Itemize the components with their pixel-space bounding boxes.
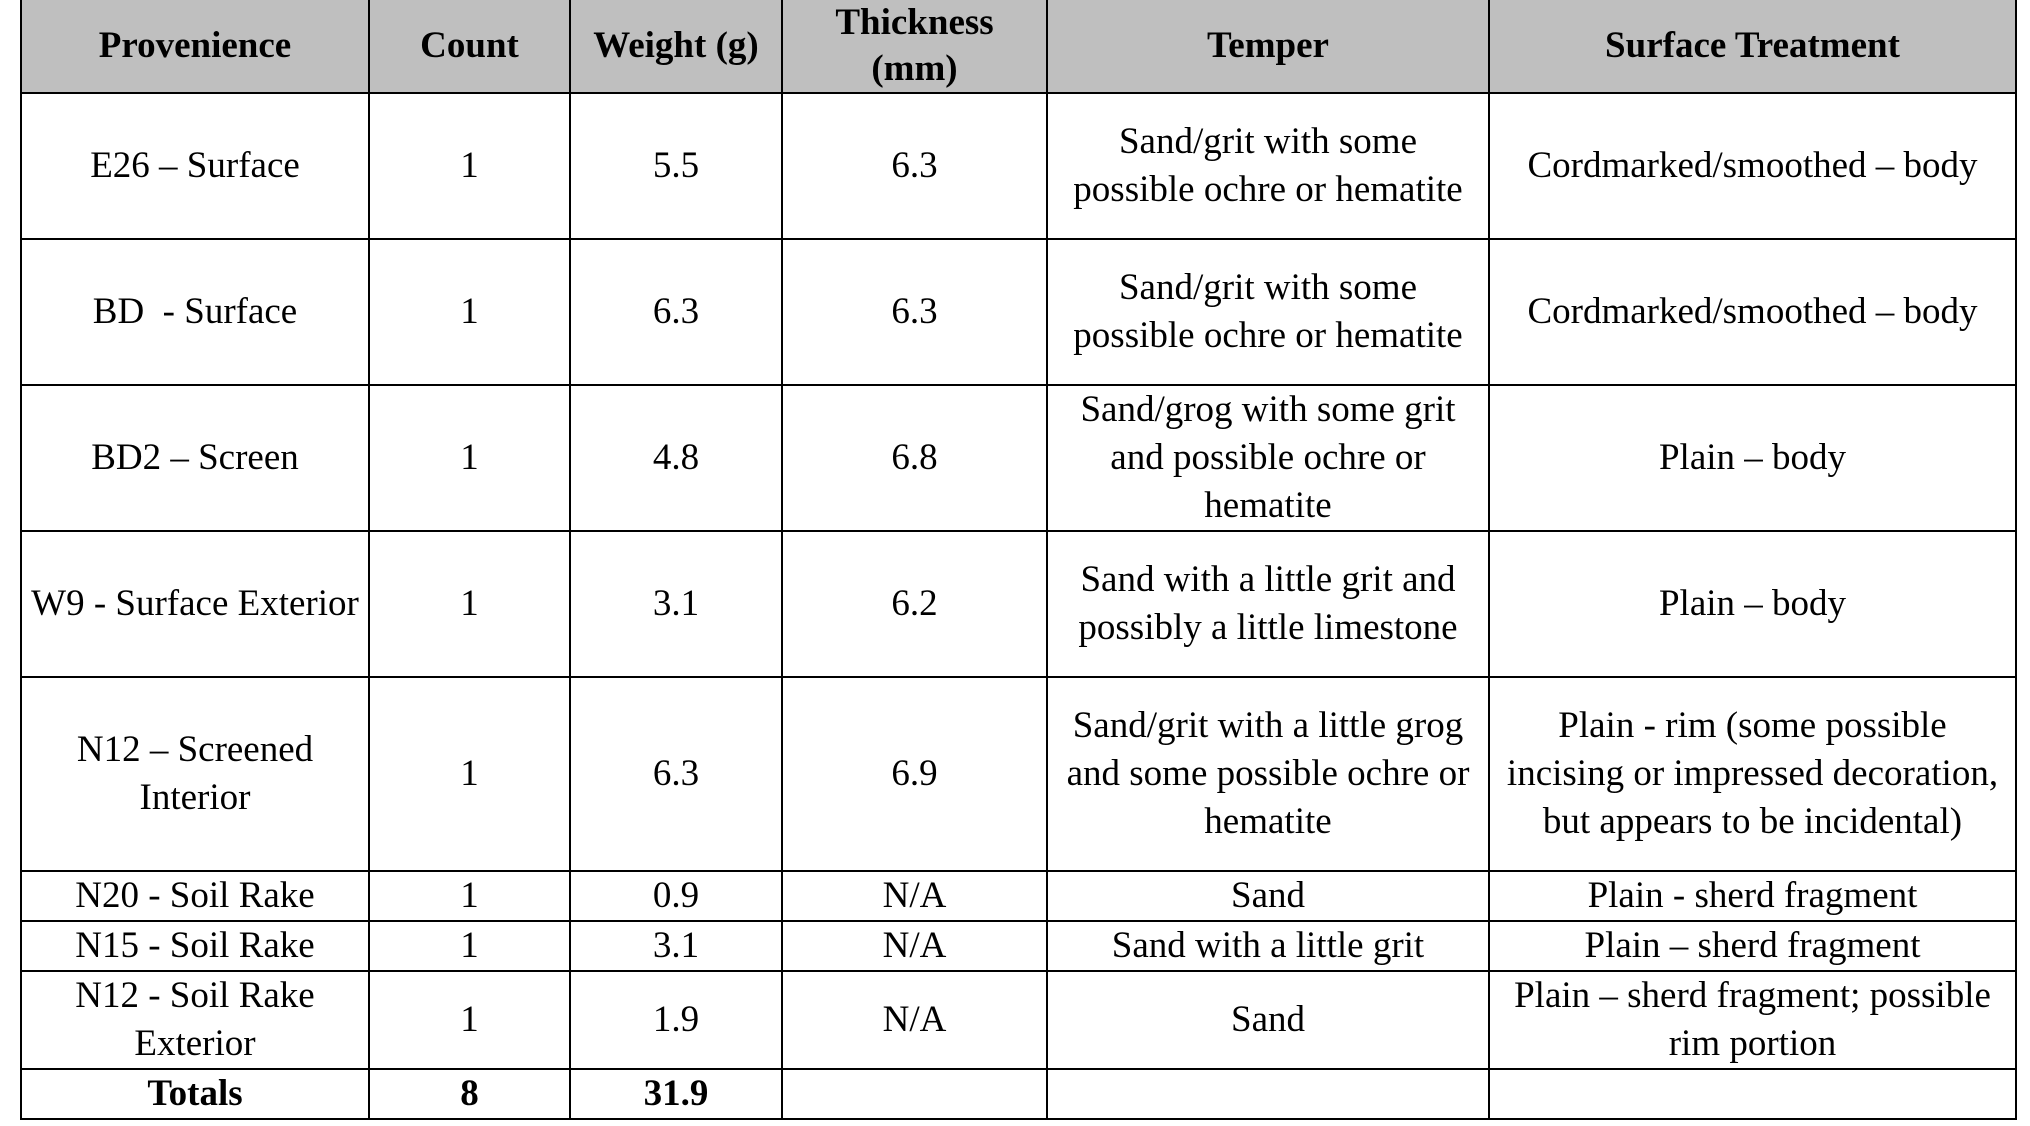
totals-label: Totals (21, 1069, 369, 1119)
column-header-thickness: Thickness (mm) (782, 0, 1047, 93)
cell-weight: 4.8 (570, 385, 782, 531)
table-row (21, 239, 2016, 385)
cell-surface-treatment: Plain - sherd fragment (1489, 871, 2016, 921)
totals-temper-empty (1047, 1069, 1489, 1119)
cell-weight: 1.9 (570, 971, 782, 1069)
column-header-count: Count (369, 0, 570, 93)
cell-provenience: E26 – Surface (21, 93, 369, 239)
table-row (21, 677, 2016, 871)
column-header-provenience: Provenience (21, 0, 369, 93)
cell-count: 1 (369, 531, 570, 677)
totals-count: 8 (369, 1069, 570, 1119)
cell-surface-treatment: Plain – sherd fragment; possible rim portion (1489, 971, 2016, 1069)
cell-weight: 3.1 (570, 921, 782, 971)
cell-weight: 5.5 (570, 93, 782, 239)
cell-count: 1 (369, 239, 570, 385)
table-footer (21, 1069, 2016, 1119)
cell-provenience: N20 - Soil Rake (21, 871, 369, 921)
cell-thickness: N/A (782, 921, 1047, 971)
cell-surface-treatment: Cordmarked/smoothed – body (1489, 93, 2016, 239)
table-row (21, 385, 2016, 531)
table-row (21, 93, 2016, 239)
cell-count: 1 (369, 677, 570, 871)
totals-row (21, 1069, 2016, 1119)
cell-temper: Sand (1047, 971, 1489, 1069)
cell-count: 1 (369, 385, 570, 531)
cell-thickness: 6.8 (782, 385, 1047, 531)
column-header-weight: Weight (g) (570, 0, 782, 93)
table-header (21, 0, 2016, 93)
cell-surface-treatment: Plain – sherd fragment (1489, 921, 2016, 971)
table-row (21, 531, 2016, 677)
cell-count: 1 (369, 871, 570, 921)
sherd-analysis-table (20, 0, 2017, 1120)
cell-provenience: BD - Surface (21, 239, 369, 385)
table-row (21, 971, 2016, 1069)
cell-thickness: 6.3 (782, 93, 1047, 239)
cell-thickness: 6.3 (782, 239, 1047, 385)
column-header-temper: Temper (1047, 0, 1489, 93)
cell-weight: 0.9 (570, 871, 782, 921)
cell-count: 1 (369, 93, 570, 239)
totals-weight: 31.9 (570, 1069, 782, 1119)
column-header-surface-treatment: Surface Treatment (1489, 0, 2016, 93)
cell-provenience: W9 - Surface Exterior (21, 531, 369, 677)
cell-temper: Sand/grit with some possible ochre or hematite (1047, 239, 1489, 385)
cell-provenience: N12 - Soil Rake Exterior (21, 971, 369, 1069)
cell-temper: Sand with a little grit and possibly a little limestone (1047, 531, 1489, 677)
cell-surface-treatment: Plain – body (1489, 385, 2016, 531)
cell-surface-treatment: Plain - rim (some possible incising or impressed decoration, but appears to be incidental) (1489, 677, 2016, 871)
cell-thickness: 6.9 (782, 677, 1047, 871)
cell-temper: Sand/grit with a little grog and some possible ochre or hematite (1047, 677, 1489, 871)
cell-surface-treatment: Cordmarked/smoothed – body (1489, 239, 2016, 385)
cell-provenience: N15 - Soil Rake (21, 921, 369, 971)
cell-weight: 3.1 (570, 531, 782, 677)
cell-thickness: 6.2 (782, 531, 1047, 677)
table-row (21, 921, 2016, 971)
cell-weight: 6.3 (570, 239, 782, 385)
cell-thickness: N/A (782, 871, 1047, 921)
header-row (21, 0, 2016, 93)
totals-surface-treatment-empty (1489, 1069, 2016, 1119)
cell-provenience: N12 – Screened Interior (21, 677, 369, 871)
cell-weight: 6.3 (570, 677, 782, 871)
cell-temper: Sand/grog with some grit and possible ochre or hematite (1047, 385, 1489, 531)
cell-count: 1 (369, 971, 570, 1069)
cell-count: 1 (369, 921, 570, 971)
cell-provenience: BD2 – Screen (21, 385, 369, 531)
table-row (21, 871, 2016, 921)
cell-temper: Sand (1047, 871, 1489, 921)
table-body (21, 93, 2016, 1069)
cell-surface-treatment: Plain – body (1489, 531, 2016, 677)
cell-temper: Sand/grit with some possible ochre or hematite (1047, 93, 1489, 239)
cell-thickness: N/A (782, 971, 1047, 1069)
totals-thickness-empty (782, 1069, 1047, 1119)
cell-temper: Sand with a little grit (1047, 921, 1489, 971)
